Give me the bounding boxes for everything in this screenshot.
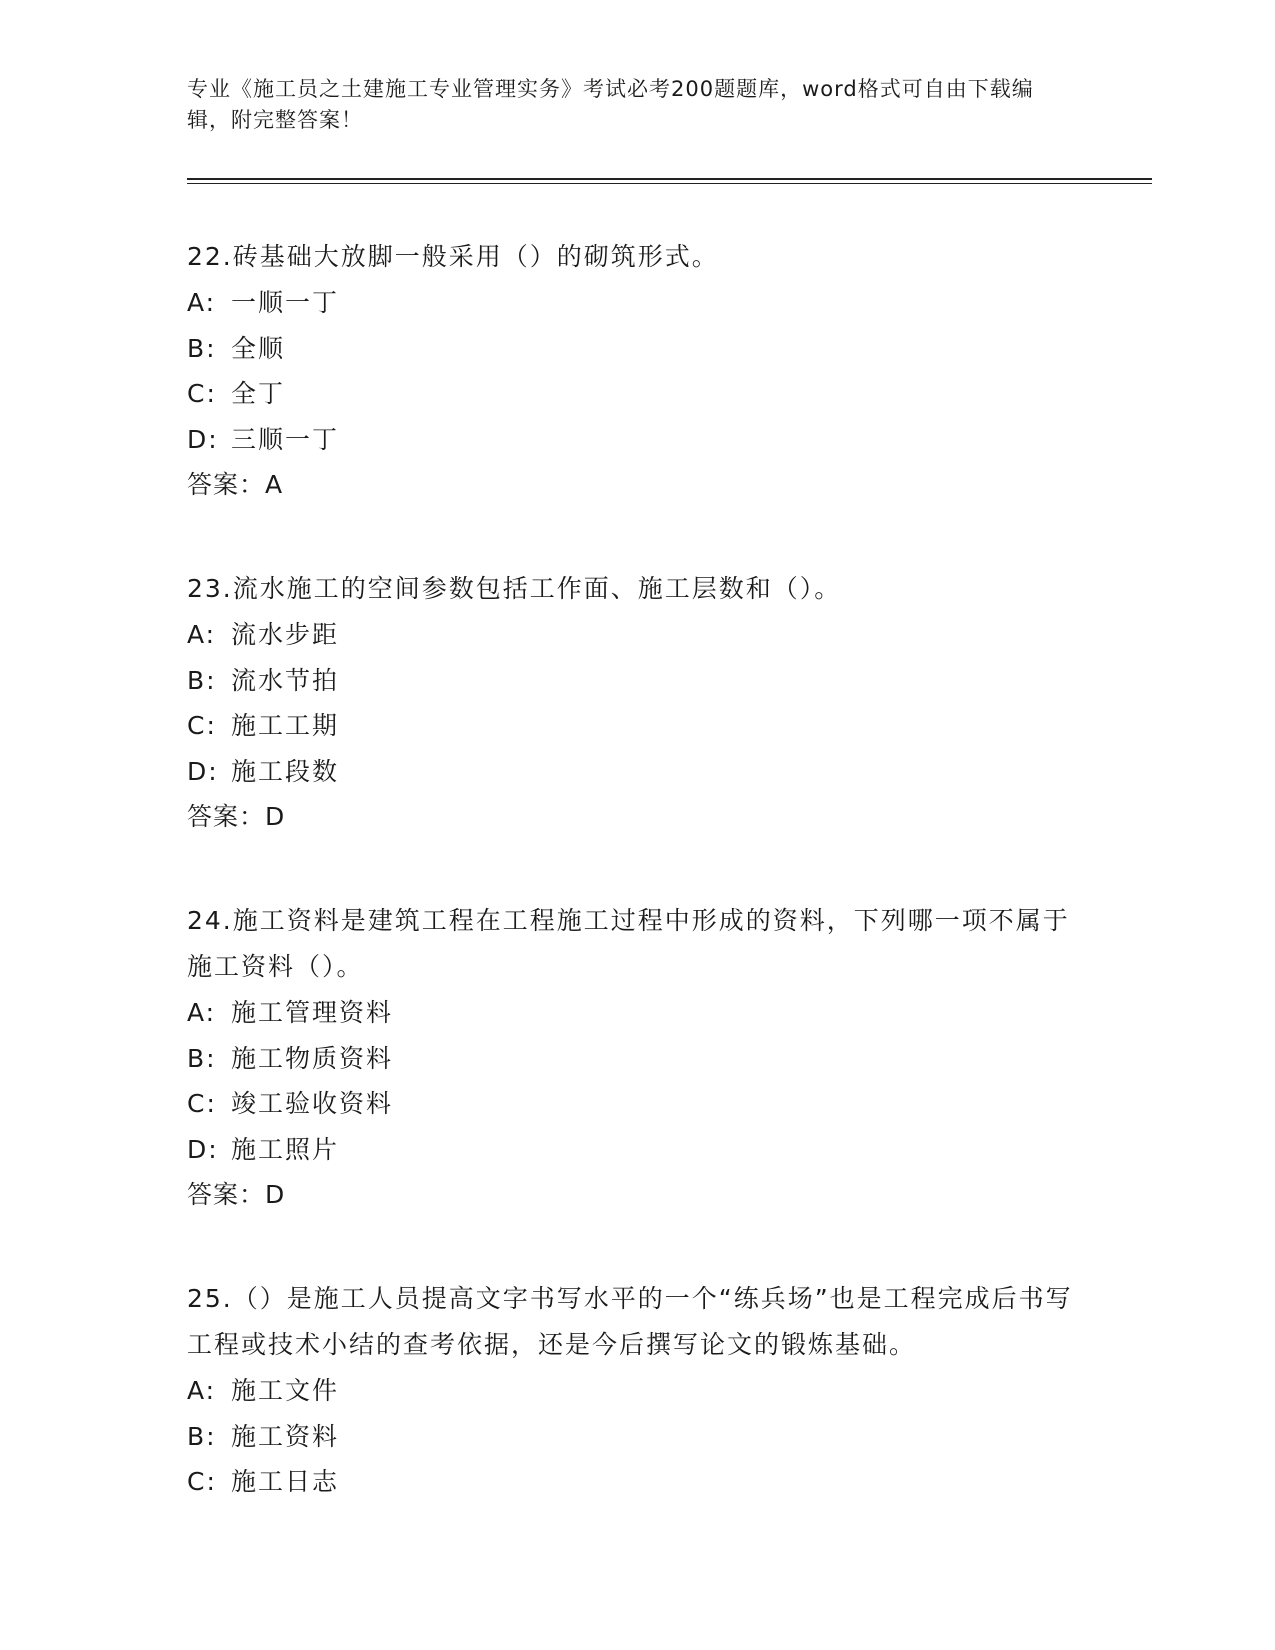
option-b <box>187 658 1087 704</box>
option-text: 一顺一丁 <box>231 288 340 317</box>
header-divider-thick <box>187 178 1152 180</box>
header-divider-thin <box>187 183 1152 184</box>
option-label: A: <box>187 620 217 649</box>
option-text: 施工文件 <box>231 1376 340 1405</box>
option-label: B: <box>187 1043 217 1073</box>
option-d <box>187 1127 1087 1173</box>
document-header: 专业《施工员之土建施工专业管理实务》考试必考200题题库，word格式可自由下载编辑，附完整答案！ <box>187 77 1034 132</box>
option-c <box>187 371 1087 417</box>
option-c <box>187 1459 1087 1505</box>
question-text: 24.施工资料是建筑工程在工程施工过程中形成的资料，下列哪一项不属于施工资料（）。 <box>187 906 1070 981</box>
option-text: 施工工期 <box>231 711 340 740</box>
answer: 答案：D <box>187 1180 286 1209</box>
option-text: 全顺 <box>231 333 286 363</box>
option-label: B: <box>187 1421 217 1451</box>
question-25 <box>187 1276 1087 1505</box>
option-label: D: <box>187 424 219 454</box>
option-d <box>187 749 1087 795</box>
question-22 <box>187 234 1087 508</box>
question-list <box>187 234 1087 1563</box>
option-c <box>187 1081 1087 1127</box>
option-a <box>187 990 1087 1036</box>
question-24 <box>187 898 1087 1218</box>
option-text: 全丁 <box>231 379 286 408</box>
option-a <box>187 1368 1087 1414</box>
option-text: 竣工验收资料 <box>231 1089 394 1118</box>
option-text: 施工物质资料 <box>231 1043 394 1073</box>
question-23 <box>187 566 1087 840</box>
option-b <box>187 1036 1087 1082</box>
option-text: 施工段数 <box>231 756 340 786</box>
option-text: 流水节拍 <box>231 665 340 695</box>
option-c <box>187 703 1087 749</box>
option-label: B: <box>187 333 217 363</box>
option-text: 施工日志 <box>231 1467 340 1496</box>
option-label: A: <box>187 288 217 317</box>
option-label: B: <box>187 665 217 695</box>
option-label: C: <box>187 711 217 740</box>
question-text: 23.流水施工的空间参数包括工作面、施工层数和（）。 <box>187 574 842 603</box>
answer: 答案：D <box>187 802 286 831</box>
answer: 答案：A <box>187 470 284 499</box>
option-text: 施工照片 <box>231 1134 340 1164</box>
option-text: 施工管理资料 <box>231 998 394 1027</box>
option-a <box>187 280 1087 326</box>
option-label: D: <box>187 1134 219 1164</box>
option-text: 流水步距 <box>231 620 340 649</box>
option-b <box>187 1414 1087 1460</box>
option-label: C: <box>187 1467 217 1496</box>
option-label: C: <box>187 379 217 408</box>
option-d <box>187 417 1087 463</box>
option-a <box>187 612 1087 658</box>
option-label: C: <box>187 1089 217 1118</box>
question-text: 25.（）是施工人员提高文字书写水平的一个“练兵场”也是工程完成后书写工程或技术小结的查考依据，还是今后撰写论文的锻炼基础。 <box>187 1284 1073 1359</box>
option-label: A: <box>187 998 217 1027</box>
option-text: 施工资料 <box>231 1421 340 1451</box>
question-text: 22.砖基础大放脚一般采用（）的砌筑形式。 <box>187 242 719 271</box>
option-label: D: <box>187 756 219 786</box>
option-b <box>187 326 1087 372</box>
option-label: A: <box>187 1376 217 1405</box>
option-text: 三顺一丁 <box>231 424 340 454</box>
